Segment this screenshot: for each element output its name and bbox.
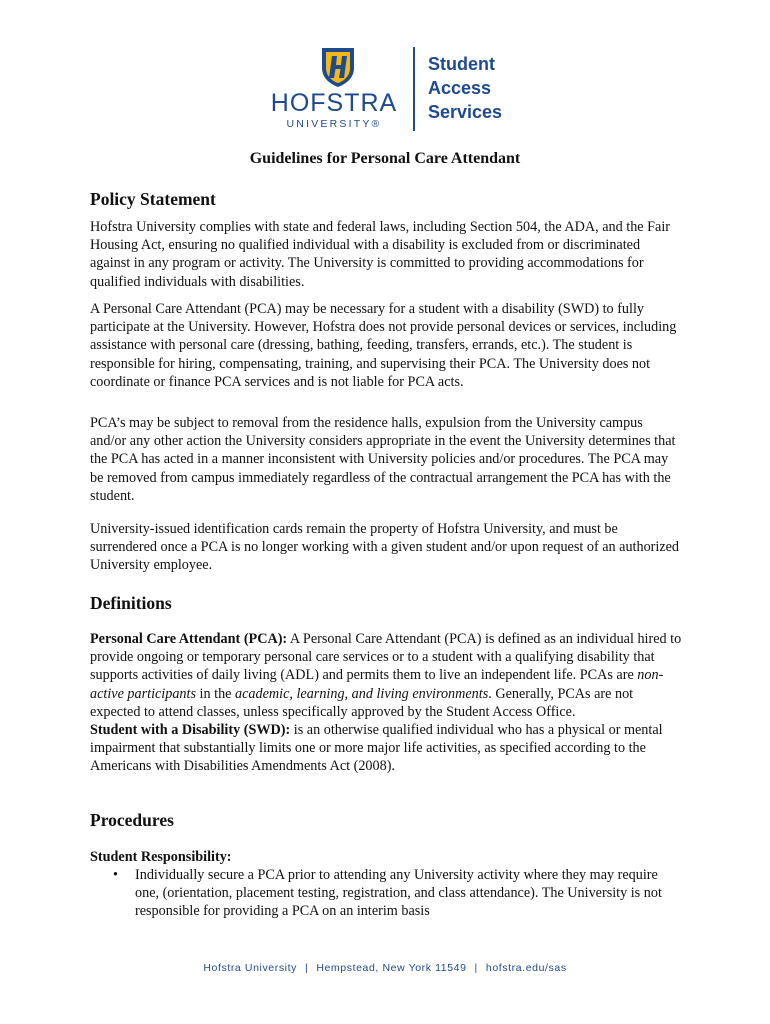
hofstra-shield-logo	[320, 46, 356, 88]
dept-line-1: Student	[428, 54, 495, 74]
pca-italic-1: non-active participants	[90, 667, 664, 702]
pca-text-2: in the	[196, 685, 236, 702]
policy-paragraph-4: University-issued identification cards remain the property of Hofstra University, and must be surrendered once a PCA is no longer working with a given student and/or upon request of an authorized University employee.	[90, 521, 680, 574]
pca-text-3: . Generally, PCAs are not expected to attend classes, unless specifically approved by the Student Access Office.	[90, 685, 634, 720]
pca-italic-2: academic, learning, and living environments	[235, 685, 489, 702]
letterhead	[268, 42, 508, 134]
department-name	[428, 52, 502, 124]
responsibility-list	[113, 866, 673, 921]
footer-web: hofstra.edu/sas	[485, 962, 567, 974]
pca-text-1: A Personal Care Attendant (PCA) is defined as an individual hired to provide ongoing or temporary personal care services or to a student with a qualifying disability that supports activities of daily living (ADL) and permits them to live an independent life. PCAs are	[90, 631, 682, 684]
policy-paragraph-1: Hofstra University complies with state and federal laws, including Section 504, the ADA, and the Fair Housing Act, ensuring no qualified individual with a disability is excluded from or discriminated against in any program or activity. The University is committed to providing accommodations for qualified individuals with disabilities.	[90, 219, 670, 290]
swd-text: is an otherwise qualified individual who has a physical or mental impairment that substantially limits one or more major life activities, as specified according to the Americans with Disabilities Amendments Act (2008).	[90, 722, 663, 775]
list-item-text: Individually secure a PCA prior to attending any University activity where they may require one, (orientation, placement testing, registration, and class attendance). The University is not responsible for providing a PCA on an interim basis	[135, 867, 662, 920]
document-title: Guidelines for Personal Care Attendant	[249, 150, 521, 167]
policy-paragraph-3: PCA’s may be subject to removal from the residence halls, expulsion from the University campus and/or any other action the University considers appropriate in the event the University determines that the PCA has acted in a manner inconsistent with University policies and/or procedures. The PCA may be removed from campus immediately regardless of the contractual arrangement the PCA has with the student.	[90, 415, 676, 504]
header-divider	[413, 47, 415, 131]
footer-separator: |	[474, 962, 478, 974]
policy-heading: Policy Statement	[90, 189, 216, 209]
list-item	[113, 866, 673, 921]
definitions-heading: Definitions	[90, 593, 172, 613]
footer-separator: |	[304, 962, 309, 974]
pca-term: Personal Care Attendant (PCA):	[90, 631, 288, 647]
dept-line-3: Services	[428, 102, 503, 122]
student-responsibility-heading: Student Responsibility:	[90, 849, 232, 865]
procedures-heading: Procedures	[90, 810, 174, 830]
logo-subtitle: UNIVERSITY®	[286, 118, 382, 130]
policy-paragraph-2: A Personal Care Attendant (PCA) may be necessary for a student with a disability (SWD) to fully participate at the University. However, Hofstra does not provide personal devices or services, including assistance with personal care (dressing, bathing, feeding, transfers, errands, etc.). The student is responsible for hiring, compensating, training, and supervising their PCA. The University does not coordinate or finance PCA services and is not liable for PCA acts.	[90, 301, 677, 390]
footer-org: Hofstra University	[203, 962, 297, 974]
definition-pca	[90, 630, 682, 776]
bullet-icon: •	[113, 867, 118, 883]
dept-line-2: Access	[428, 78, 492, 98]
hofstra-wordmark	[268, 90, 400, 131]
swd-term: Student with a Disability (SWD):	[90, 722, 291, 739]
footer-address: Hempstead, New York 11549	[316, 962, 467, 974]
logo-name: HOFSTRA	[270, 89, 398, 117]
footer	[0, 962, 770, 974]
